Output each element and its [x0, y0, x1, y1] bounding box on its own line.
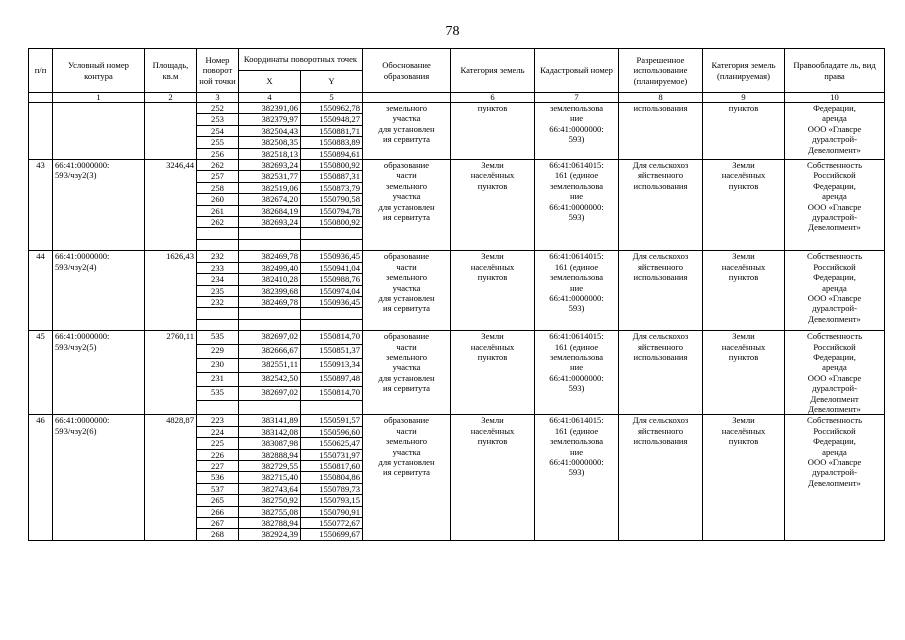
x-coordinate-cell: 382684,19 — [239, 205, 301, 216]
y-coordinate-cell: 1550789,73 — [301, 483, 363, 494]
category-planned-cell: Земли населённых пунктов — [703, 251, 785, 331]
empty-cell — [197, 401, 239, 415]
column-number-cell: 10 — [785, 93, 885, 103]
category-planned-cell: Земли населённых пунктов — [703, 331, 785, 415]
x-coordinate-cell: 382542,50 — [239, 373, 301, 387]
header-category-planned: Категория земель (планируемая) — [703, 49, 785, 93]
point-number-cell: 262 — [197, 160, 239, 171]
x-coordinate-cell: 382693,24 — [239, 160, 301, 171]
column-number-cell: 3 — [197, 93, 239, 103]
point-number-cell: 232 — [197, 251, 239, 262]
table-body — [29, 103, 885, 541]
contour-cell: 66:41:0000000: 593/чзу2(3) — [53, 160, 145, 251]
x-coordinate-cell: 382729,55 — [239, 461, 301, 472]
x-coordinate-cell: 383087,98 — [239, 438, 301, 449]
point-number-cell: 256 — [197, 148, 239, 159]
y-coordinate-cell: 1550913,34 — [301, 359, 363, 373]
y-coordinate-cell: 1550625,47 — [301, 438, 363, 449]
y-coordinate-cell: 1550948,27 — [301, 114, 363, 125]
num-cell: 44 — [29, 251, 53, 331]
x-coordinate-cell: 382410,28 — [239, 274, 301, 285]
contour-cell: 66:41:0000000: 593/чзу2(4) — [53, 251, 145, 331]
point-number-cell: 536 — [197, 472, 239, 483]
point-number-cell: 226 — [197, 449, 239, 460]
header-y: Y — [301, 71, 363, 93]
basis-cell: образование части земельного участка для установлен ия сервитута — [363, 331, 451, 415]
point-number-cell: 268 — [197, 529, 239, 540]
point-number-cell: 254 — [197, 125, 239, 136]
land-plot-table — [28, 48, 885, 541]
contour-cell — [53, 103, 145, 160]
y-coordinate-cell: 1550591,57 — [301, 415, 363, 426]
empty-cell — [239, 239, 301, 250]
y-coordinate-cell: 1550851,37 — [301, 345, 363, 359]
y-coordinate-cell: 1550936,45 — [301, 296, 363, 307]
y-coordinate-cell: 1550962,78 — [301, 103, 363, 114]
category-cell: пунктов — [451, 103, 535, 160]
column-number-cell: 6 — [451, 93, 535, 103]
area-cell: 1626,43 — [145, 251, 197, 331]
y-coordinate-cell: 1550800,92 — [301, 217, 363, 228]
category-cell: Земли населённых пунктов — [451, 415, 535, 540]
owner-cell: Собственность Российской Федерации, аренда ООО «Главсре дуралстрой- Девелопмент» — [785, 160, 885, 251]
category-planned-cell: пунктов — [703, 103, 785, 160]
x-coordinate-cell: 382715,40 — [239, 472, 301, 483]
header-permitted: Разрешенное использование (планируемое) — [619, 49, 703, 93]
empty-cell — [301, 401, 363, 415]
contour-cell: 66:41:0000000: 593/чзу2(5) — [53, 331, 145, 415]
table-row — [29, 251, 885, 262]
area-cell: 3246,44 — [145, 160, 197, 251]
header-x: X — [239, 71, 301, 93]
category-planned-cell: Земли населённых пунктов — [703, 415, 785, 540]
x-coordinate-cell: 382499,40 — [239, 262, 301, 273]
x-coordinate-cell: 382519,06 — [239, 182, 301, 193]
y-coordinate-cell: 1550988,76 — [301, 274, 363, 285]
point-number-cell: 227 — [197, 461, 239, 472]
column-number-cell: 4 — [239, 93, 301, 103]
cadastral-cell: 66:41:0614015: 161 (единое землепользова ние 66:41:0000000: 593) — [535, 331, 619, 415]
empty-cell — [301, 308, 363, 319]
y-coordinate-cell: 1550804,86 — [301, 472, 363, 483]
point-number-cell: 252 — [197, 103, 239, 114]
point-number-cell: 234 — [197, 274, 239, 285]
point-number-cell: 225 — [197, 438, 239, 449]
x-coordinate-cell: 382518,13 — [239, 148, 301, 159]
x-coordinate-cell: 382788,94 — [239, 518, 301, 529]
header-contour: Условный номер контура — [53, 49, 145, 93]
point-number-cell: 257 — [197, 171, 239, 182]
point-number-cell: 258 — [197, 182, 239, 193]
empty-cell — [239, 319, 301, 330]
empty-cell — [239, 308, 301, 319]
empty-cell — [301, 319, 363, 330]
num-cell: 45 — [29, 331, 53, 415]
y-coordinate-cell: 1550800,92 — [301, 160, 363, 171]
header-coords: Координаты поворотных точек — [239, 49, 363, 71]
point-number-cell: 267 — [197, 518, 239, 529]
empty-cell — [197, 228, 239, 239]
x-coordinate-cell: 382531,77 — [239, 171, 301, 182]
y-coordinate-cell: 1550873,79 — [301, 182, 363, 193]
y-coordinate-cell: 1550817,60 — [301, 461, 363, 472]
y-coordinate-cell: 1550887,31 — [301, 171, 363, 182]
point-number-cell: 224 — [197, 426, 239, 437]
basis-cell: образование части земельного участка для установлен ия сервитута — [363, 160, 451, 251]
point-number-cell: 255 — [197, 137, 239, 148]
basis-cell: земельного участка для установлен ия сервитута — [363, 103, 451, 160]
y-coordinate-cell: 1550814,70 — [301, 387, 363, 401]
table-row — [29, 415, 885, 426]
table-row — [29, 331, 885, 345]
y-coordinate-cell: 1550596,60 — [301, 426, 363, 437]
column-number-cell — [363, 93, 451, 103]
y-coordinate-cell: 1550731,97 — [301, 449, 363, 460]
y-coordinate-cell: 1550814,70 — [301, 331, 363, 345]
x-coordinate-cell: 382750,92 — [239, 495, 301, 506]
empty-cell — [301, 228, 363, 239]
point-number-cell: 233 — [197, 262, 239, 273]
x-coordinate-cell: 382379,97 — [239, 114, 301, 125]
y-coordinate-cell: 1550772,67 — [301, 518, 363, 529]
permitted-use-cell: использования — [619, 103, 703, 160]
point-number-cell: 223 — [197, 415, 239, 426]
point-number-cell: 231 — [197, 373, 239, 387]
y-coordinate-cell: 1550881,71 — [301, 125, 363, 136]
y-coordinate-cell: 1550941,04 — [301, 262, 363, 273]
y-coordinate-cell: 1550974,04 — [301, 285, 363, 296]
num-cell: 46 — [29, 415, 53, 540]
point-number-cell: 235 — [197, 285, 239, 296]
permitted-use-cell: Для сельскохоз яйственного использования — [619, 331, 703, 415]
x-coordinate-cell: 382666,67 — [239, 345, 301, 359]
point-number-cell: 230 — [197, 359, 239, 373]
cadastral-cell: 66:41:0614015: 161 (единое землепользова ние 66:41:0000000: 593) — [535, 415, 619, 540]
empty-cell — [197, 319, 239, 330]
owner-cell: Собственность Российской Федерации, аренда ООО «Главсре дуралстрой- Девелопмент Девелопмент» — [785, 331, 885, 415]
header-category: Категория земель — [451, 49, 535, 93]
num-cell: 43 — [29, 160, 53, 251]
y-coordinate-cell: 1550790,91 — [301, 506, 363, 517]
header-cadastral: Кадастровый номер — [535, 49, 619, 93]
empty-cell — [197, 308, 239, 319]
category-cell: Земли населённых пунктов — [451, 331, 535, 415]
column-number-cell — [29, 93, 53, 103]
point-number-cell: 232 — [197, 296, 239, 307]
category-cell: Земли населённых пунктов — [451, 251, 535, 331]
point-number-cell: 260 — [197, 194, 239, 205]
table-row — [29, 160, 885, 171]
x-coordinate-cell: 382508,35 — [239, 137, 301, 148]
y-coordinate-cell: 1550883,89 — [301, 137, 363, 148]
cadastral-cell: 66:41:0614015: 161 (единое землепользова ние 66:41:0000000: 593) — [535, 251, 619, 331]
y-coordinate-cell: 1550794,78 — [301, 205, 363, 216]
column-number-row — [29, 93, 885, 103]
header-area: Площадь, кв.м — [145, 49, 197, 93]
contour-cell: 66:41:0000000: 593/чзу2(6) — [53, 415, 145, 540]
basis-cell: образование части земельного участка для установлен ия сервитута — [363, 415, 451, 540]
area-cell: 2760,11 — [145, 331, 197, 415]
column-number-cell: 8 — [619, 93, 703, 103]
x-coordinate-cell: 382469,78 — [239, 251, 301, 262]
category-planned-cell: Земли населённых пунктов — [703, 160, 785, 251]
x-coordinate-cell: 382551,11 — [239, 359, 301, 373]
x-coordinate-cell: 382924,39 — [239, 529, 301, 540]
header-point: Номер поворот ной точки — [197, 49, 239, 93]
x-coordinate-cell: 383142,08 — [239, 426, 301, 437]
table-row — [29, 103, 885, 114]
column-number-cell: 5 — [301, 93, 363, 103]
page-number: 78 — [445, 24, 460, 39]
x-coordinate-cell: 383141,89 — [239, 415, 301, 426]
y-coordinate-cell: 1550790,58 — [301, 194, 363, 205]
empty-cell — [239, 401, 301, 415]
header-owner: Правообладате ль, вид права — [785, 49, 885, 93]
owner-cell: Собственность Российской Федерации, аренда ООО «Главсре дуралстрой- Девелопмент» — [785, 251, 885, 331]
basis-cell: образование части земельного участка для установлен ия сервитута — [363, 251, 451, 331]
empty-cell — [239, 228, 301, 239]
owner-cell: Федерации, аренда ООО «Главсре дуралстрой- Девелопмент» — [785, 103, 885, 160]
point-number-cell: 537 — [197, 483, 239, 494]
x-coordinate-cell: 382697,02 — [239, 331, 301, 345]
column-number-cell: 2 — [145, 93, 197, 103]
y-coordinate-cell: 1550793,15 — [301, 495, 363, 506]
x-coordinate-cell: 382504,43 — [239, 125, 301, 136]
cadastral-cell: землепользова ние 66:41:0000000: 593) — [535, 103, 619, 160]
permitted-use-cell: Для сельскохоз яйственного использования — [619, 415, 703, 540]
x-coordinate-cell: 382697,02 — [239, 387, 301, 401]
y-coordinate-cell: 1550936,45 — [301, 251, 363, 262]
empty-cell — [301, 239, 363, 250]
y-coordinate-cell: 1550897,48 — [301, 373, 363, 387]
x-coordinate-cell: 382693,24 — [239, 217, 301, 228]
x-coordinate-cell: 382399,68 — [239, 285, 301, 296]
point-number-cell: 262 — [197, 217, 239, 228]
point-number-cell: 535 — [197, 331, 239, 345]
header-basis: Обоснование образования — [363, 49, 451, 93]
cadastral-cell: 66:41:0614015: 161 (единое землепользова ние 66:41:0000000: 593) — [535, 160, 619, 251]
point-number-cell: 261 — [197, 205, 239, 216]
column-number-cell: 1 — [53, 93, 145, 103]
x-coordinate-cell: 382674,20 — [239, 194, 301, 205]
header-num: п/п — [29, 49, 53, 93]
category-cell: Земли населённых пунктов — [451, 160, 535, 251]
y-coordinate-cell: 1550699,67 — [301, 529, 363, 540]
area-cell: 4828,87 — [145, 415, 197, 540]
num-cell — [29, 103, 53, 160]
owner-cell: Собственность Российской Федерации, аренда ООО «Главсре дуралстрой- Девелопмент» — [785, 415, 885, 540]
x-coordinate-cell: 382469,78 — [239, 296, 301, 307]
x-coordinate-cell: 382888,94 — [239, 449, 301, 460]
point-number-cell: 535 — [197, 387, 239, 401]
permitted-use-cell: Для сельскохоз яйственного использования — [619, 160, 703, 251]
point-number-cell: 253 — [197, 114, 239, 125]
column-number-cell: 7 — [535, 93, 619, 103]
point-number-cell: 265 — [197, 495, 239, 506]
point-number-cell: 266 — [197, 506, 239, 517]
y-coordinate-cell: 1550894,61 — [301, 148, 363, 159]
x-coordinate-cell: 382743,64 — [239, 483, 301, 494]
permitted-use-cell: Для сельскохоз яйственного использования — [619, 251, 703, 331]
column-number-cell: 9 — [703, 93, 785, 103]
x-coordinate-cell: 382755,08 — [239, 506, 301, 517]
empty-cell — [197, 239, 239, 250]
point-number-cell: 229 — [197, 345, 239, 359]
area-cell — [145, 103, 197, 160]
x-coordinate-cell: 382391,06 — [239, 103, 301, 114]
